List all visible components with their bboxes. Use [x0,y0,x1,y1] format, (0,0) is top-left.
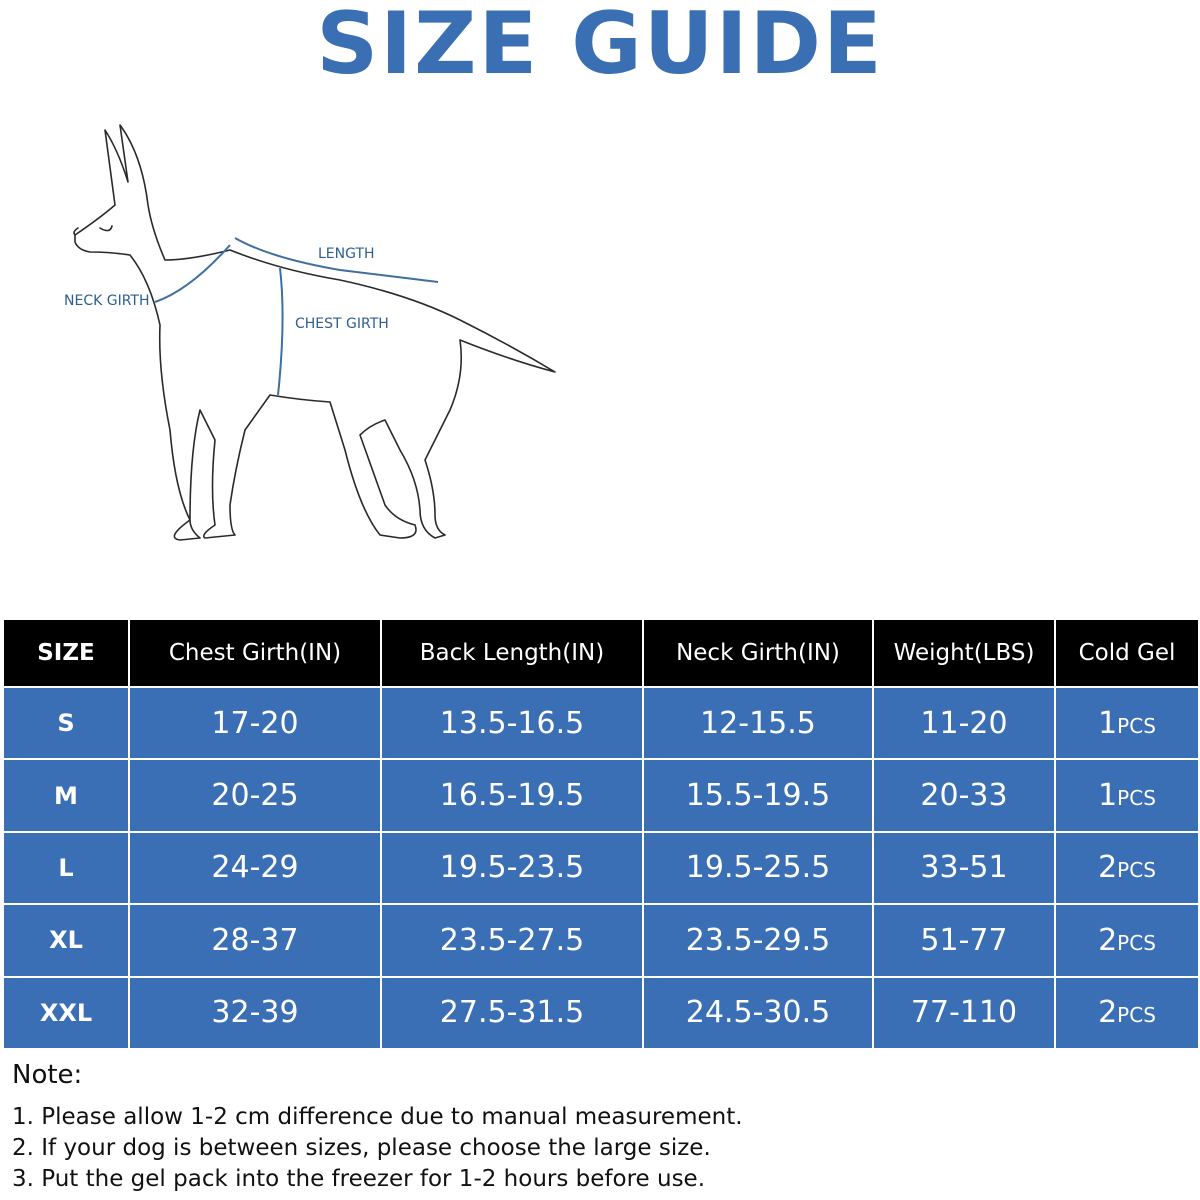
neck-cell: 19.5-25.5 [643,832,873,904]
dog-measurement-diagram [40,110,600,570]
note-line: 3. Put the gel pack into the freezer for 1-2 hours before use. [12,1166,706,1192]
weight-cell: 20-33 [873,759,1055,831]
chest-cell: 28-37 [129,904,381,976]
gel-cell [1055,687,1199,759]
note-line: 2. If your dog is between sizes, please choose the large size. [12,1135,711,1161]
chest-cell: 20-25 [129,759,381,831]
back-cell: 23.5-27.5 [381,904,643,976]
dog-outline-icon [74,125,555,540]
size-cell: XXL [3,977,129,1049]
neck-girth-label: NECK GIRTH [64,293,150,309]
gel-cell [1055,977,1199,1049]
neck-cell: 23.5-29.5 [643,904,873,976]
gel-cell [1055,904,1199,976]
gel-unit: PCS [1117,1003,1156,1028]
header-gel: Cold Gel [1055,619,1199,687]
table-row [3,759,1199,831]
gel-count: 1 [1098,705,1118,741]
chest-girth-label: CHEST GIRTH [295,316,389,332]
note-section [12,1060,743,1195]
back-cell: 27.5-31.5 [381,977,643,1049]
gel-count: 2 [1098,922,1118,958]
chest-girth-line [278,268,283,395]
chest-cell: 17-20 [129,687,381,759]
back-cell: 19.5-23.5 [381,832,643,904]
back-cell: 16.5-19.5 [381,759,643,831]
weight-cell: 51-77 [873,904,1055,976]
table-row [3,904,1199,976]
gel-unit: PCS [1117,786,1156,811]
size-cell: M [3,759,129,831]
gel-count: 2 [1098,995,1118,1031]
neck-cell: 12-15.5 [643,687,873,759]
gel-cell [1055,832,1199,904]
length-label: LENGTH [318,246,375,262]
weight-cell: 33-51 [873,832,1055,904]
size-cell: XL [3,904,129,976]
weight-cell: 77-110 [873,977,1055,1049]
note-title: Note: [12,1060,83,1090]
table-row [3,687,1199,759]
neck-cell: 24.5-30.5 [643,977,873,1049]
weight-cell: 11-20 [873,687,1055,759]
header-size: SIZE [3,619,129,687]
table-header-row [3,619,1199,687]
gel-unit: PCS [1117,930,1156,955]
header-back: Back Length(IN) [381,619,643,687]
size-cell: L [3,832,129,904]
note-line: 1. Please allow 1-2 cm difference due to manual measurement. [12,1104,743,1130]
gel-unit: PCS [1117,858,1156,883]
table-row [3,977,1199,1049]
table-row [3,832,1199,904]
gel-count: 2 [1098,850,1118,886]
chest-cell: 32-39 [129,977,381,1049]
neck-girth-line [155,245,230,302]
chest-cell: 24-29 [129,832,381,904]
neck-cell: 15.5-19.5 [643,759,873,831]
gel-cell [1055,759,1199,831]
header-chest: Chest Girth(IN) [129,619,381,687]
gel-count: 1 [1098,778,1118,814]
size-cell: S [3,687,129,759]
header-weight: Weight(LBS) [873,619,1055,687]
back-cell: 13.5-16.5 [381,687,643,759]
page-title: SIZE GUIDE [316,0,884,94]
size-table [2,618,1200,1050]
header-neck: Neck Girth(IN) [643,619,873,687]
gel-unit: PCS [1117,713,1156,738]
